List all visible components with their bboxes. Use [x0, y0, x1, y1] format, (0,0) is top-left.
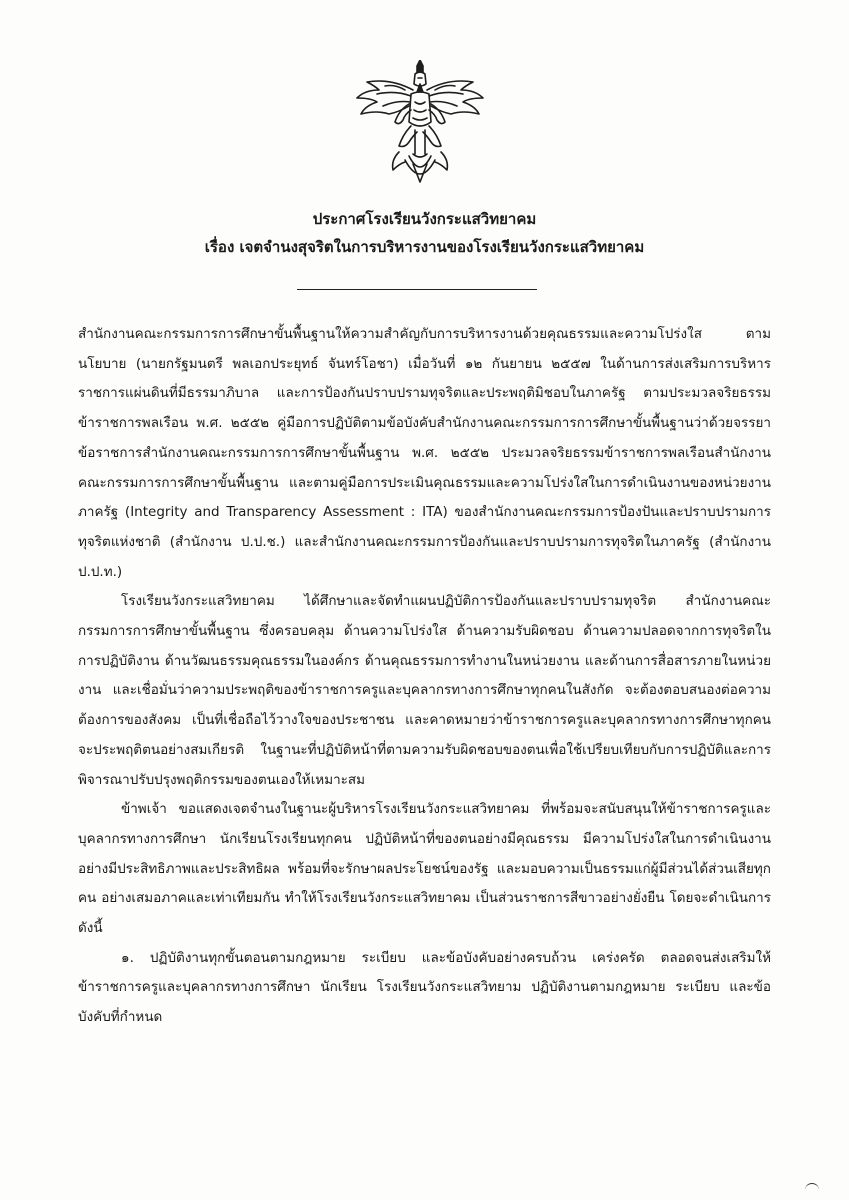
- page-corner-mark: [805, 1183, 819, 1190]
- paragraph-policy: สำนักงานคณะกรรมการการศึกษาขั้นพื้นฐานให้ความสำคัญกับการบริหารงานด้วยคุณธรรมและความโปร่งใส ตามนโยบาย (นายกรัฐมนตรี พลเอกประยุทธ์ จันทร์โอชา) เมื่อวันที่ ๑๒ กันยายน ๒๕๕๗ ในด้านการส่งเสริมการบริหารราชการแผ่นดินที่มีธรรมาภิบาล และการป้องกันปราบปรามทุจริตและประพฤติมิชอบในภาครัฐ ตามประมวลจริยธรรมข้าราชการพลเรือน พ.ศ. ๒๕๕๒ คู่มือการปฏิบัติตามข้อบังคับสำนักงานคณะกรรมการการศึกษาขั้นพื้นฐานว่าด้วยจรรยาข้อราชการสำนักงานคณะกรรมการการศึกษาขั้นพื้นฐาน พ.ศ. ๒๕๕๒ ประมวลจริยธรรมข้าราชการพลเรือนสำนักงานคณะกรรมการการศึกษาขั้นพื้นฐาน และตามคู่มือการประเมินคุณธรรมและความโปร่งใสในการดำเนินงานของหน่วยงานภาครัฐ (Integrity and Transparency Assessment : ITA) ของสำนักงานคณะกรรมการป้องปันและปราบปรามการทุจริตแห่งชาติ (สำนักงาน ป.ป.ช.) และสำนักงานคณะกรรมการป้องกันและปราบปรามการทุจริตในภาครัฐ (สำนักงาน ป.ป.ท.): [78, 326, 771, 580]
- paragraph-item-1: ๑. ปฏิบัติงานทุกขั้นตอนตามกฎหมาย ระเบียบ และข้อบังคับอย่างครบถ้วน เคร่งครัด ตลอดจนส่งเสริมให้ข้าราชการครูและบุคลากรทางการศึกษา นักเรียน โรงเรียนวังกระแสวิทยาม ปฏิบัติงานตามกฎหมาย ระเบียบ และข้อบังคับที่กำหนด: [78, 949, 771, 1026]
- document-body: [78, 320, 771, 1033]
- document-subject: เรื่อง เจตจำนงสุจริตในการบริหารงานของโรงเรียนวังกระแสวิทยาคม: [204, 238, 645, 256]
- garuda-emblem-icon: [355, 60, 485, 188]
- paragraph-school-plan: โรงเรียนวังกระแสวิทยาคม ได้ศึกษาและจัดทำแผนปฏิบัติการป้องกันและปราบปรามทุจริต สำนักงานคณะกรรมการการศึกษาขั้นพื้นฐาน ซึ่งครอบคลุม ด้านความโปร่งใส ด้านความรับผิดชอบ ด้านความปลอดจากการทุจริตในการปฏิบัติงาน ด้านวัฒนธรรมคุณธรรมในองค์กร ด้านคุณธรรมการทำงานในหน่วยงาน และด้านการสื่อสารภายในหน่วยงาน และเชื่อมั่นว่าความประพฤติของข้าราชการครูและบุคลากรทางการศึกษาทุกคนในสังกัด จะต้องตอบสนองต่อความต้องการของสังคม เป็นที่เชื่อถือไว้วางใจของประชาชน และคาดหมายว่าข้าราชการครูและบุคลากรทางการศึกษาทุกคน จะประพฤติตนอย่างสมเกียรติ ในฐานะที่ปฏิบัติหน้าที่ตามความรับผิดชอบของตนเพื่อใช้เปรียบเทียบกับการปฏิบัติและการพิจารณาปรับปรุงพฤติกรรมของตนเองให้เหมาะสม: [78, 593, 771, 788]
- title-divider: [297, 289, 537, 290]
- document-title: ประกาศโรงเรียนวังกระแสวิทยาคม: [312, 210, 537, 228]
- paragraph-intent: ข้าพเจ้า ขอแสดงเจตจำนงในฐานะผู้บริหารโรงเรียนวังกระแสวิทยาคม ที่พร้อมจะสนับสนุนให้ข้าราชการครูและบุคลากรทางการศึกษา นักเรียนโรงเรียนทุกคน ปฏิบัติหน้าที่ของตนอย่างมีคุณธรรม มีความโปร่งใสในการดำเนินงานอย่างมีประสิทธิภาพและประสิทธิผล พร้อมที่จะรักษาผลประโยชน์ของรัฐ และมอบความเป็นธรรมแก่ผู้มีส่วนได้ส่วนเสียทุกคน อย่างเสมอภาคและเท่าเทียมกัน ทำให้โรงเรียนวังกระแสวิทยาคม เป็นส่วนราชการสีขาวอย่างยั่งยืน โดยจะดำเนินการดังนี้: [78, 801, 771, 937]
